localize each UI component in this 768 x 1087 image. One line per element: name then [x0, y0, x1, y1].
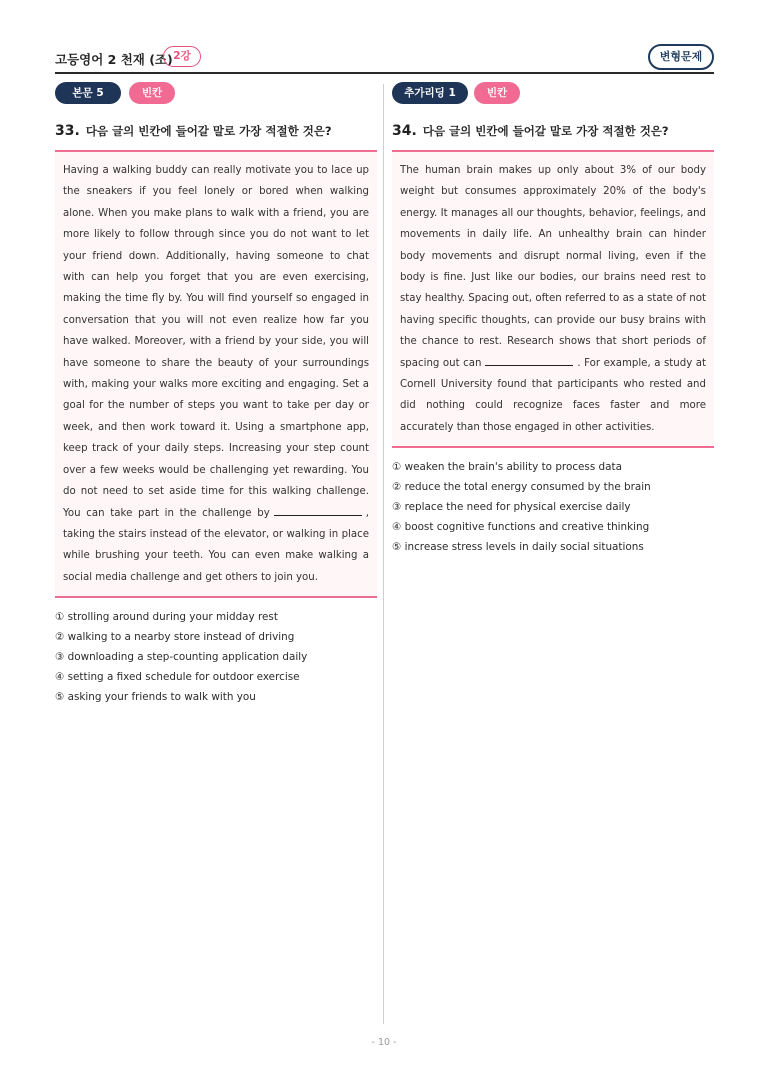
- blank-type-badge: 빈칸: [129, 82, 175, 104]
- answer-option[interactable]: ⑤ asking your friends to walk with you: [55, 691, 256, 704]
- passage-text-after-blank: , taking the stairs instead of the elevator, or walking in place while brushing your teeth. You can even make walking a social media challenge and get others to join you.: [63, 507, 369, 583]
- passage-text-before-blank: Having a walking buddy can really motivate you to lace up the sneakers if you feel lonely or bored when walking alone. When you make plans to walk with a friend, you are more likely to follow through since you do not want to let your friend down. Additionally, having someone to chat with can help you forget that you are even exercising, making the time fly by. You will find yourself so engaged in conversation that you will not even realize how far you have walked. Moreover, with a friend by your side, you will have someone to share the beauty of your surroundings with, making your walks more exciting and engaging. Set a goal for the number of steps you want to take per day or week, and then work toward it. Using a smartphone app, keep track of your daily steps. Increasing your step count over a few weeks would be challenging yet rewarding. You do not need to set aside time for this walking challenge. You can take part in the challenge by: [63, 165, 369, 519]
- answer-option[interactable]: ③ replace the need for physical exercise daily: [392, 501, 631, 514]
- page-number: - 10 -: [371, 1037, 397, 1048]
- question-prompt: 다음 글의 빈칸에 들어갈 말로 가장 적절한 것은?: [85, 124, 332, 138]
- passage-text-after-blank: . For example, a study at Cornell University found that participants who rested and did nothing could recognize faces faster and more accurately than those engaged in other activities.: [400, 357, 706, 433]
- question-33-title: [55, 122, 377, 140]
- question-34-column: [392, 82, 714, 557]
- answer-option[interactable]: ① strolling around during your midday rest: [55, 611, 278, 624]
- question-33-badges: [55, 82, 377, 104]
- source-badge: 추가리딩 1: [392, 82, 468, 104]
- answer-options-34: [392, 457, 714, 557]
- page-header: [55, 44, 714, 74]
- lesson-badge: 2강: [163, 46, 201, 67]
- answer-blank: [485, 356, 573, 366]
- answer-blank: [274, 506, 362, 516]
- question-number: 34.: [392, 123, 417, 139]
- passage-text-before-blank: The human brain makes up only about 3% of our body weight but consumes approximately 20% of the body's energy. It manages all our thoughts, behavior, feelings, and movements in daily life. An unhealthy brain can hinder body movements and disrupt normal living, even if the body is fine. Just like our bodies, our brains need rest to stay healthy. Spacing out, often referred to as a state of not having specific thoughts, can provide our busy brains with the chance to rest. Research shows that short periods of spacing out can: [400, 165, 706, 369]
- question-type-badge: 변형문제: [648, 44, 714, 70]
- passage-34: [392, 150, 714, 448]
- answer-option[interactable]: ① weaken the brain's ability to process data: [392, 461, 622, 474]
- question-34-badges: [392, 82, 714, 104]
- book-title: 고등영어 2 천재 (조): [55, 52, 173, 67]
- answer-option[interactable]: ④ setting a fixed schedule for outdoor exercise: [55, 671, 300, 684]
- passage-33: [55, 150, 377, 598]
- column-divider: [383, 84, 384, 1024]
- answer-option[interactable]: ② reduce the total energy consumed by the brain: [392, 481, 651, 494]
- answer-option[interactable]: ④ boost cognitive functions and creative thinking: [392, 521, 650, 534]
- answer-option[interactable]: ⑤ increase stress levels in daily social situations: [392, 541, 644, 554]
- question-33-column: [55, 82, 377, 707]
- answer-option[interactable]: ③ downloading a step-counting application daily: [55, 651, 308, 664]
- answer-options-33: [55, 607, 377, 707]
- answer-option[interactable]: ② walking to a nearby store instead of driving: [55, 631, 295, 644]
- question-number: 33.: [55, 123, 80, 139]
- question-prompt: 다음 글의 빈칸에 들어갈 말로 가장 적절한 것은?: [422, 124, 669, 138]
- blank-type-badge: 빈칸: [474, 82, 520, 104]
- question-34-title: [392, 122, 714, 140]
- source-badge: 본문 5: [55, 82, 121, 104]
- header-divider: [55, 72, 714, 74]
